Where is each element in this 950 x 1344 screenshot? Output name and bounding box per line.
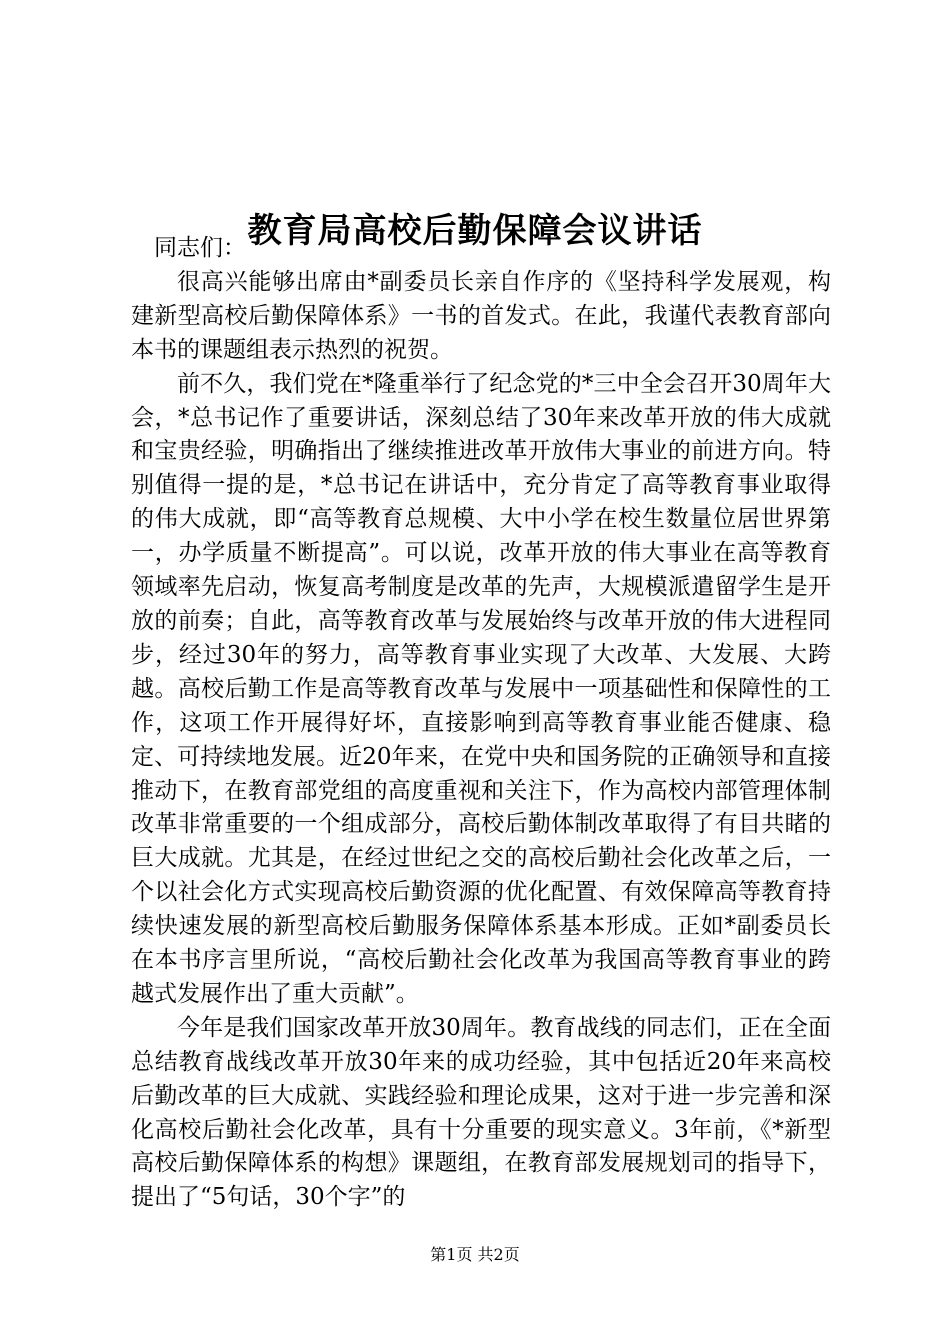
paragraph-2: 前不久，我们党在*隆重举行了纪念党的*三中全会召开30周年大会，*总书记作了重要讲话，深刻总结了30年来改革开放的伟大成就和宝贵经验，明确指出了继续推进改革开放伟大事业的前进方向。特别值得一提的是，*总书记在讲话中，充分肯定了高等教育事业取得的伟大成就，即“高等教育总规模、大中小学在校生数量位居世界第一，办学质量不断提高”。可以说，改革开放的伟大事业在高等教育领域率先启动，恢复高考制度是改革的先声，大规模派遣留学生是开放的前奏；自此，高等教育改革与发展始终与改革开放的伟大进程同步，经过30年的努力，高等教育事业实现了大改革、大发展、大跨越。高校后勤工作是高等教育改革与发展中一项基础性和保障性的工作，这项工作开展得好坏，直接影响到高等教育事业能否健康、稳定、可持续地发展。近20年来，在党中央和国务院的正确领导和直接推动下，在教育部党组的高度重视和关注下，作为高校内部管理体制改革非常重要的一个组成部分，高校后勤体制改革取得了有目共睹的巨大成就。尤其是，在经过世纪之交的高校后勤社会化改革之后，一个以社会化方式实现高校后勤资源的优化配置、有效保障高等教育持续快速发展的新型高校后勤服务保障体系基本形成。正如*副委员长在本书序言里所说，“高校后勤社会化改革为我国高等教育事业的跨越式发展作出了重大贡献”。	[131, 370, 831, 1007]
paragraph-1: 很高兴能够出席由*副委员长亲自作序的《坚持科学发展观，构建新型高校后勤保障体系》一书的首发式。在此，我谨代表教育部向本书的课题组表示热烈的祝贺。	[131, 268, 831, 363]
page-footer: 第1页 共2页	[430, 1245, 520, 1264]
paragraph-3: 今年是我们国家改革开放30周年。教育战线的同志们，正在全面总结教育战线改革开放30年来的成功经验，其中包括近20年来高校后勤改革的巨大成就、实践经验和理论成果，这对于进一步完善和深化高校后勤社会化改革，具有十分重要的现实意义。3年前，《*新型高校后勤保障体系的构想》课题组，在教育部发展规划司的指导下，提出了“5句话，30个字”的	[131, 1014, 831, 1211]
salutation: 同志们：	[154, 235, 246, 261]
document-title: 教育局高校后勤保障会议讲话	[247, 210, 703, 251]
document-body	[131, 232, 831, 1215]
